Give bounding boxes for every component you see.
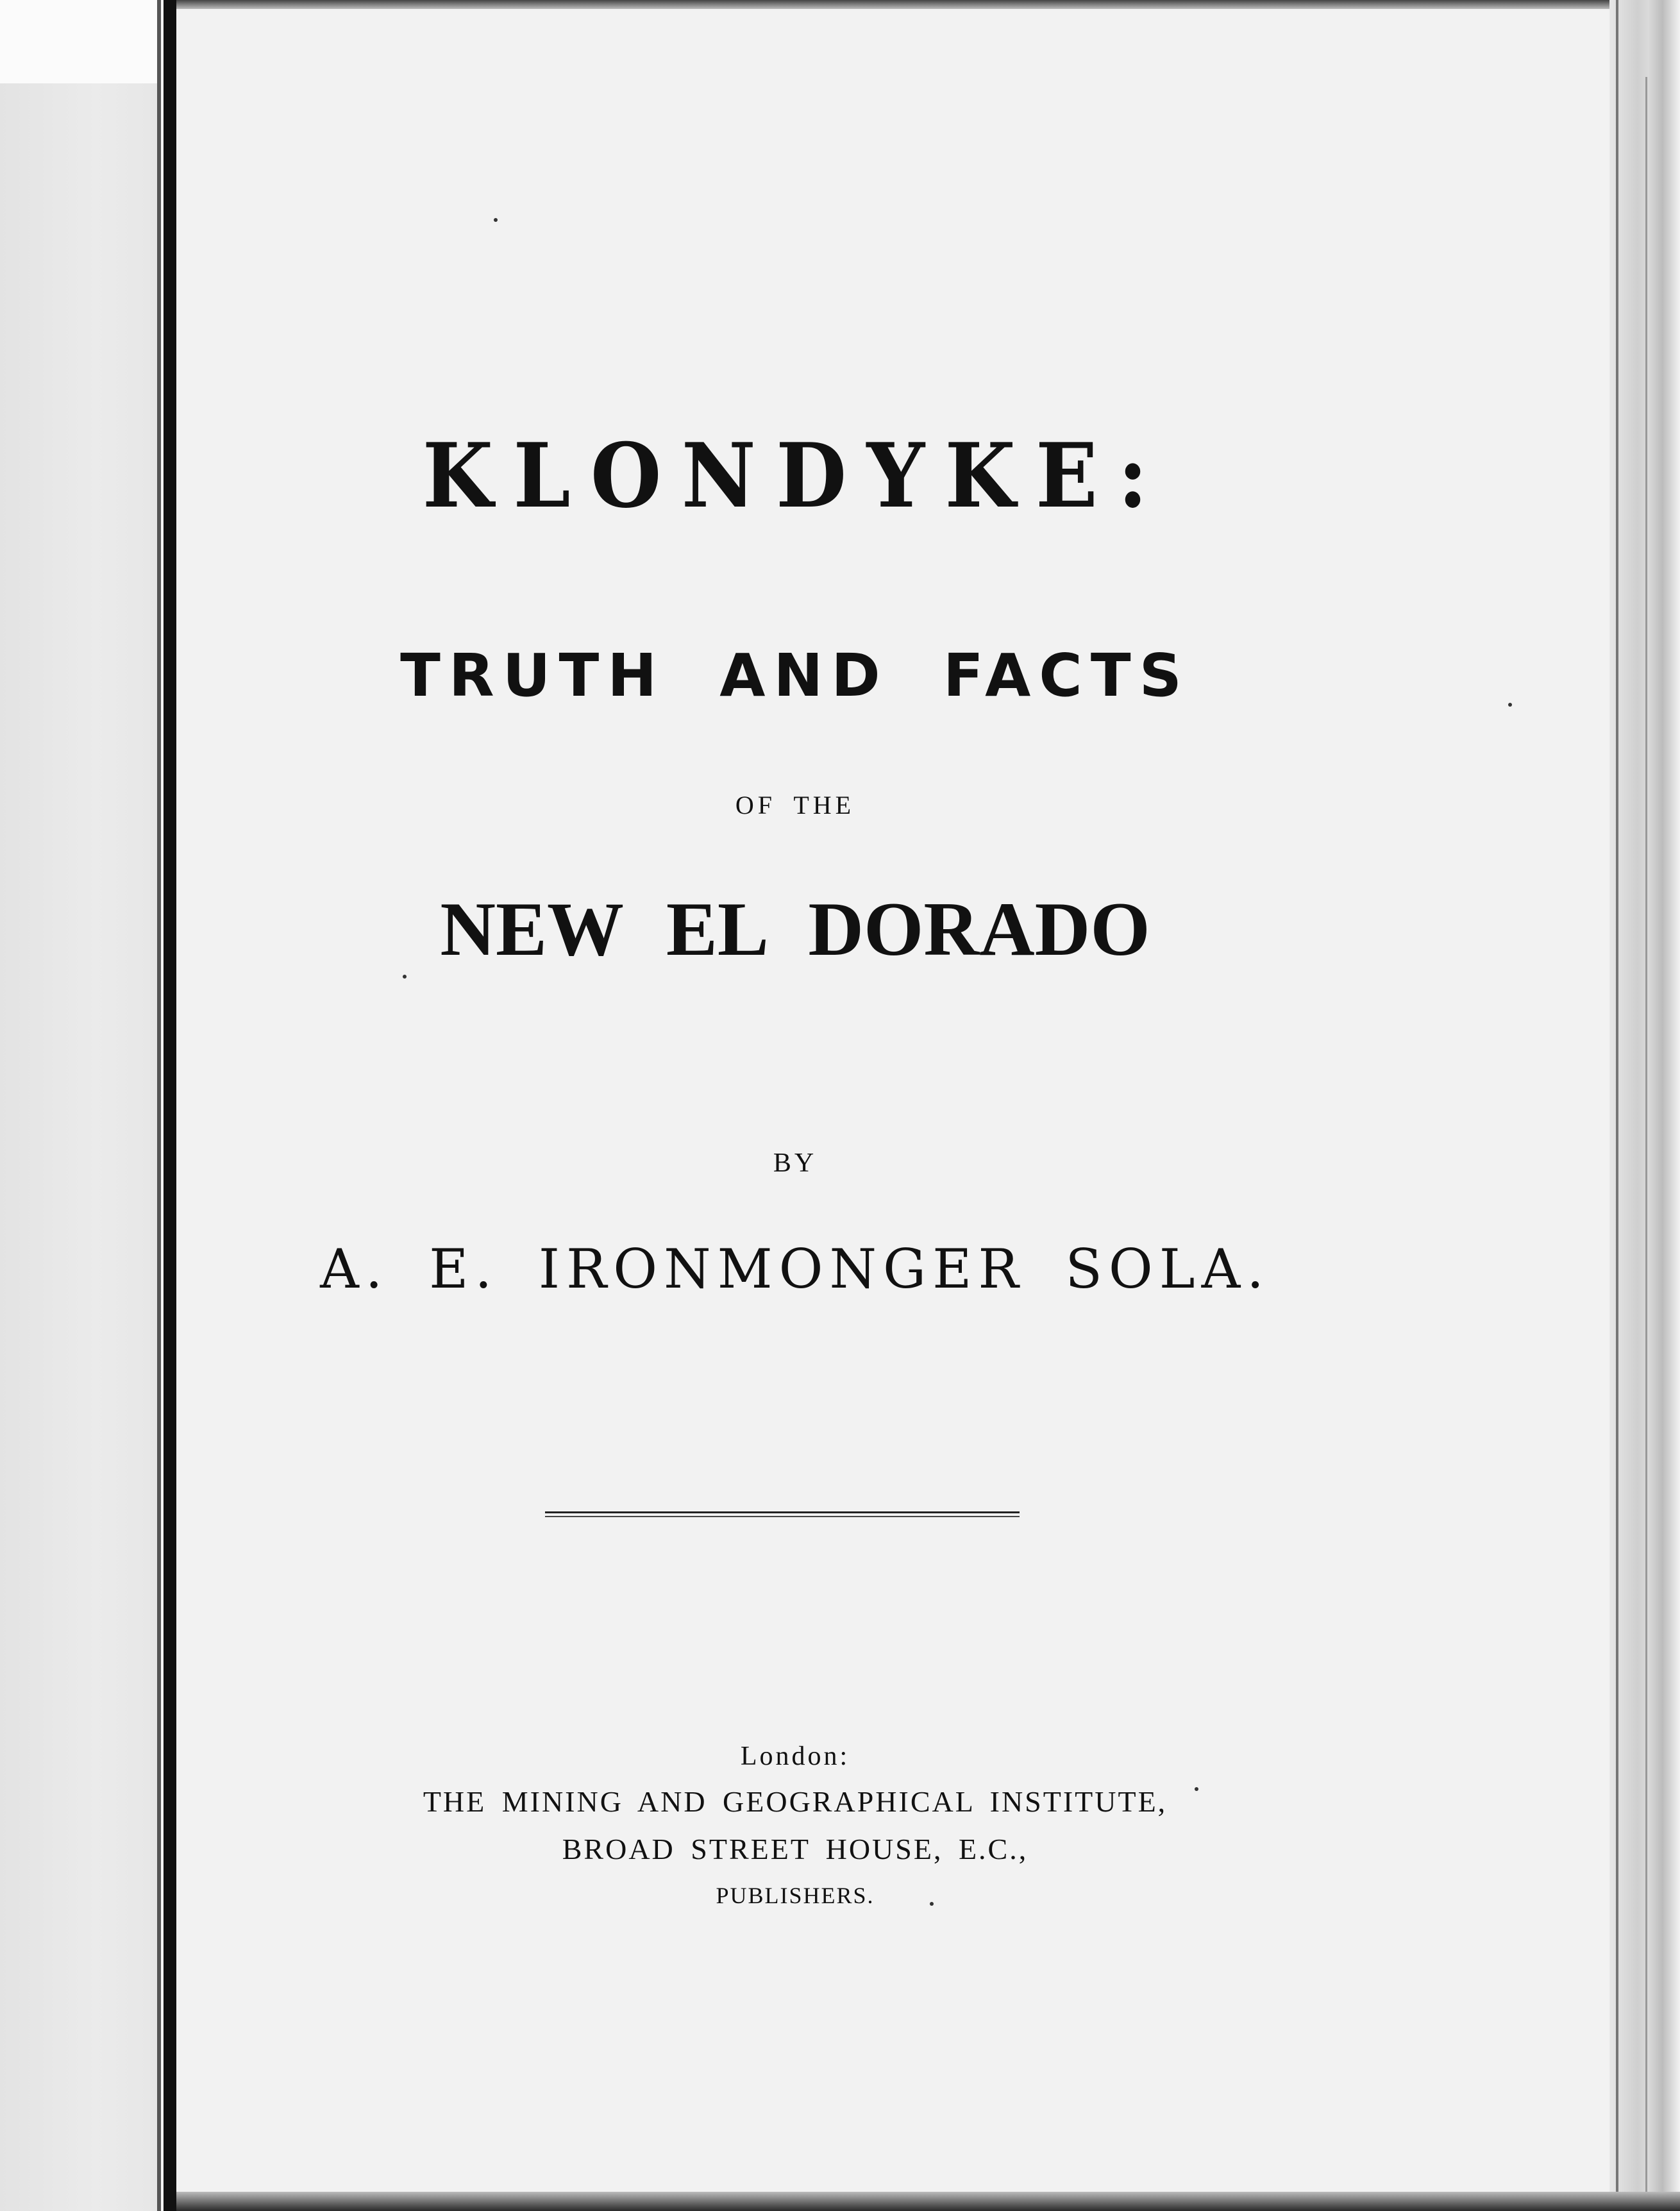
author-name: A. E. IRONMONGER SOLA. [320,1238,1270,1300]
page-edge-line-inner [1645,77,1647,2193]
book-title: KLONDYKE: [422,423,1168,528]
page-top-edge [176,0,1638,9]
imprint-role: PUBLISHERS. [716,1883,875,1908]
book-gutter [164,0,176,2211]
book-subject: NEW EL DORADO [440,886,1150,971]
print-speck [403,975,407,979]
imprint-city: London: [740,1742,850,1771]
print-speck [494,218,498,222]
subtitle-connector: OF THE [735,791,855,820]
facing-page-strip [0,0,160,2211]
title-page [176,0,1638,2211]
book-subtitle: TRUTH AND FACTS [400,641,1190,710]
byline: BY [773,1148,818,1178]
page-edge-line [1616,0,1618,2211]
facing-page-top [0,0,157,83]
imprint-address: BROAD STREET HOUSE, E.C., [562,1833,1029,1865]
page-bottom-edge [176,2192,1680,2211]
divider-rule [545,1511,1020,1513]
gutter-shadow [157,0,161,2211]
page-stack-edge [1609,0,1680,2211]
divider-rule-lower [545,1516,1020,1517]
imprint-publisher: THE MINING AND GEOGRAPHICAL INSTITUTE, [423,1785,1168,1818]
